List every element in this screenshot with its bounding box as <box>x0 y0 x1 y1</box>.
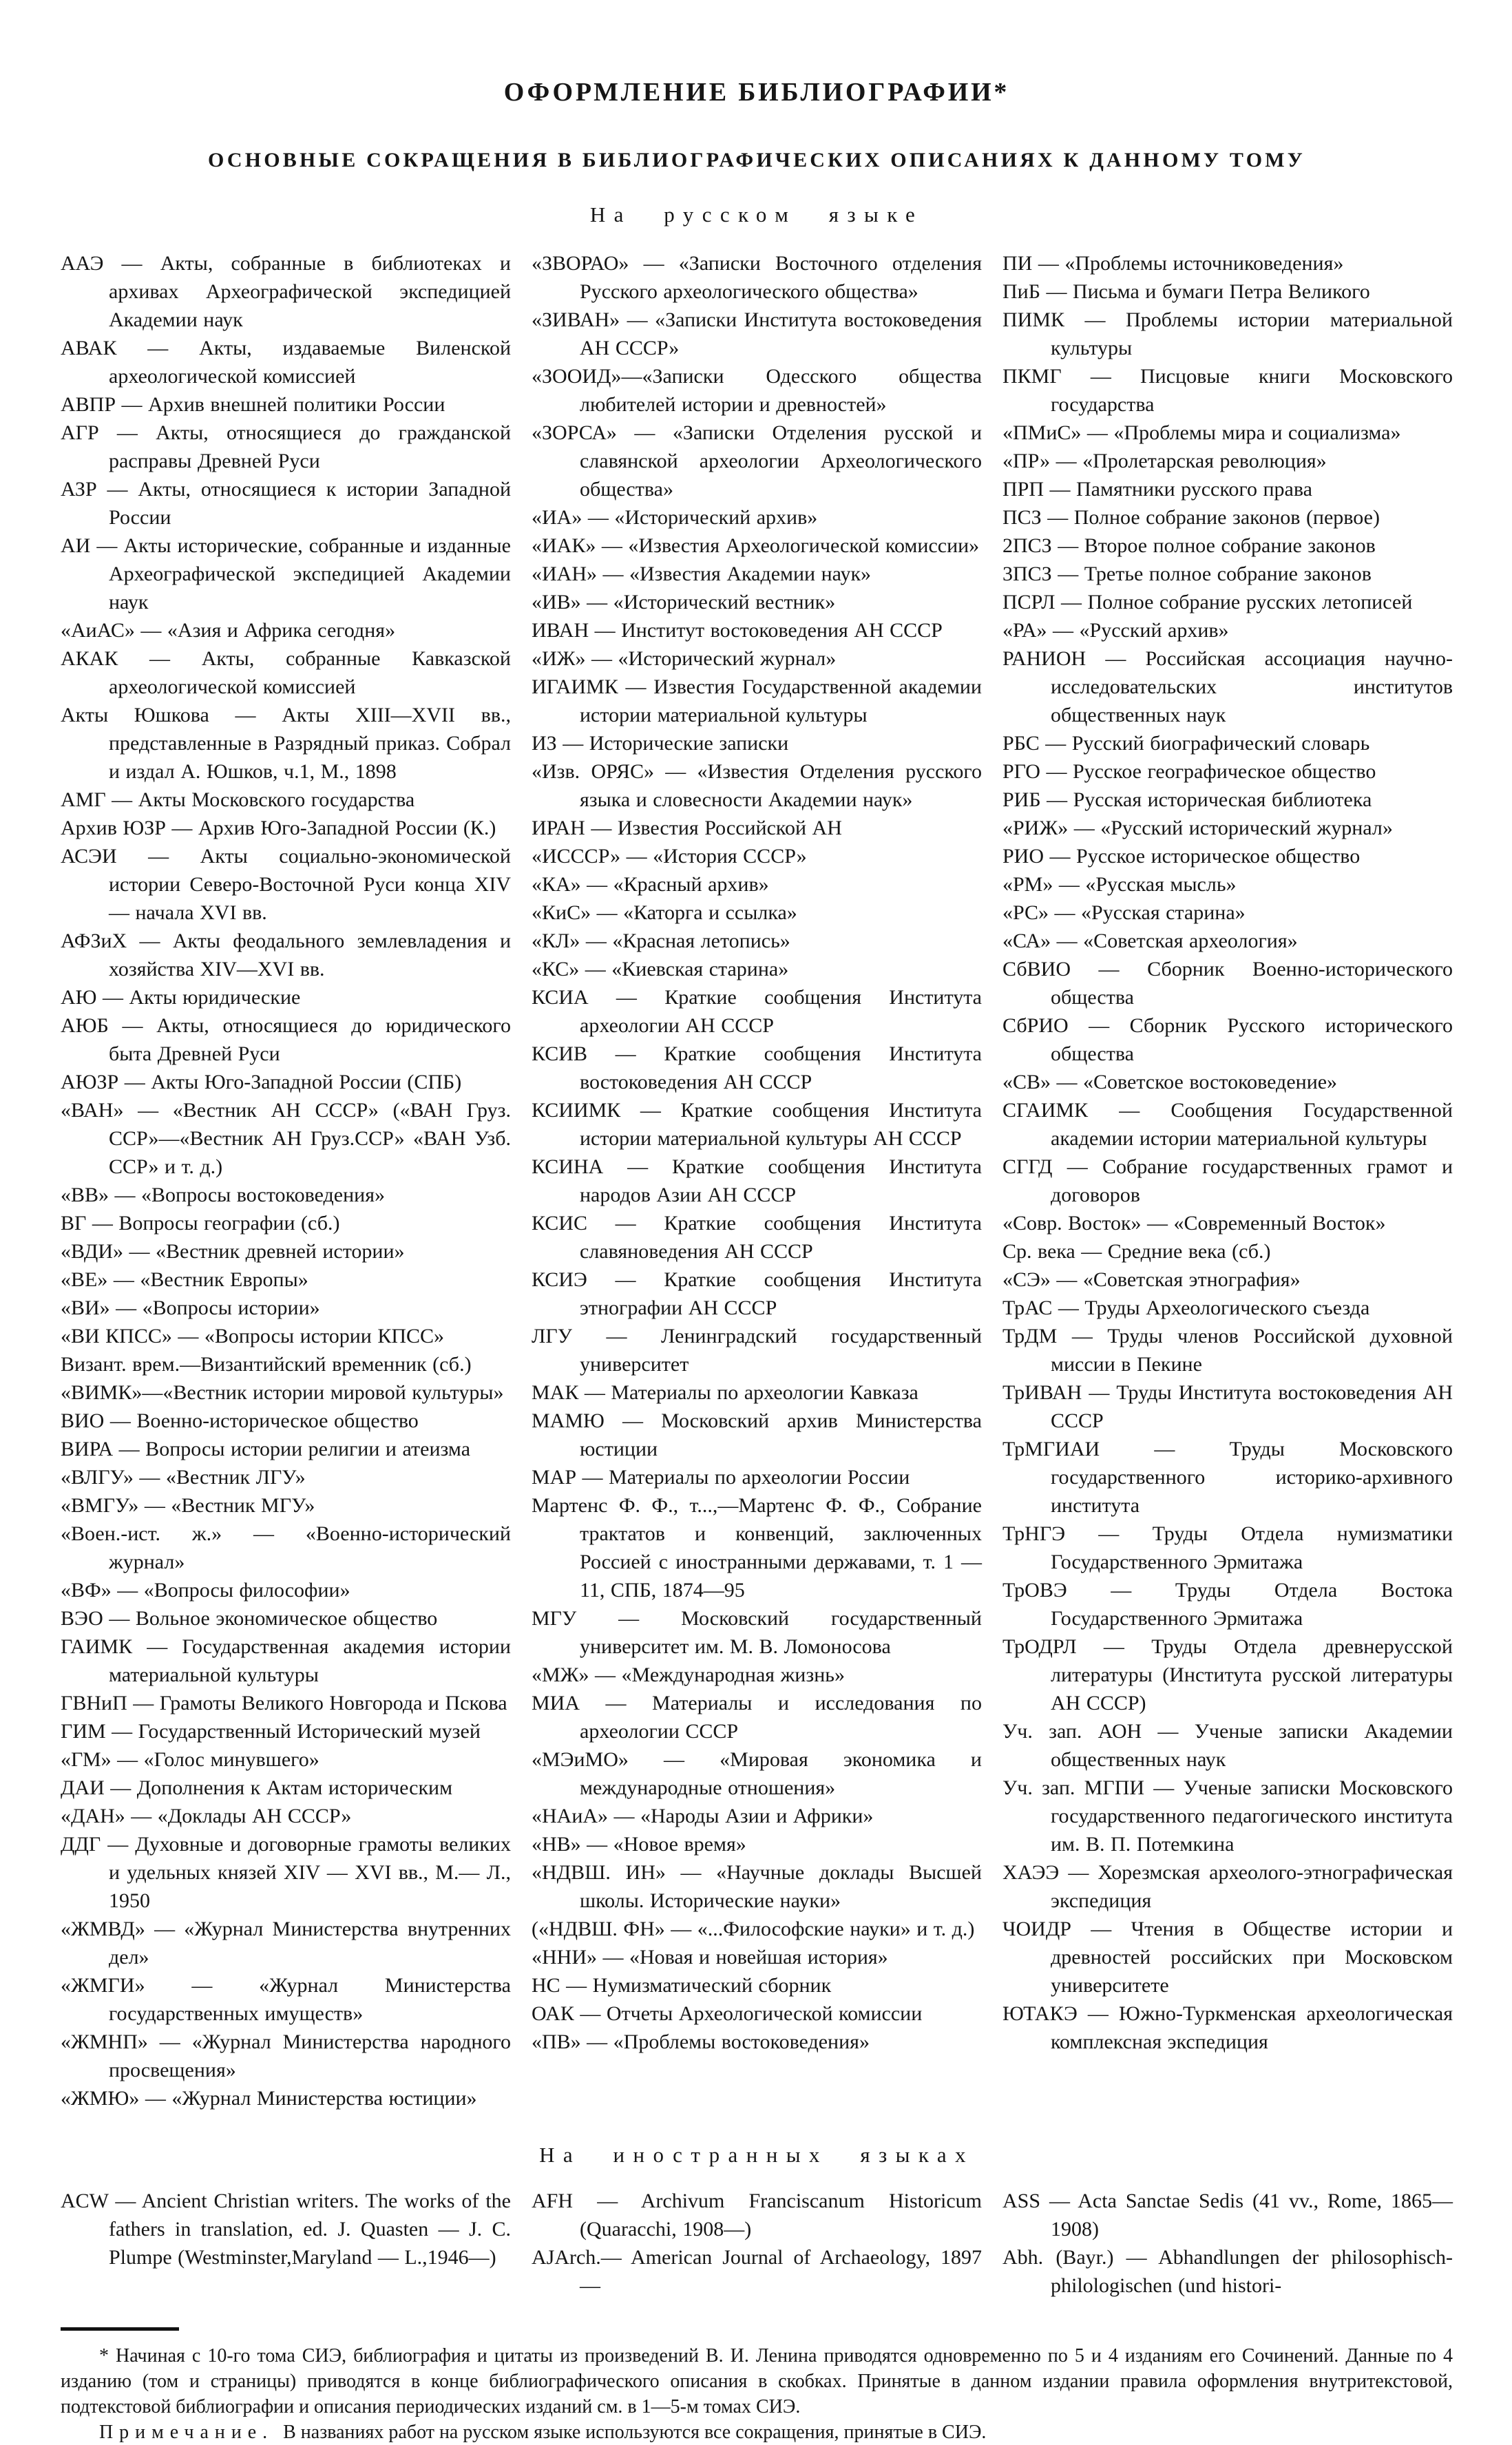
abbrev-entry: ТрОДРЛ — Труды Отдела древнерусской литературы (Института русской литературы АН СССР) <box>1002 1635 1453 1714</box>
abbrev-entry: ДДГ — Духовные и договорные грамоты великих и удельных князей XIV — XVI вв., М.— Л., 1950 <box>61 1833 511 1912</box>
abbrev-entry: Акты Юшкова — Акты XIII—XVII вв., представленные в Разрядный приказ. Собрал и издал А. Юшков, ч.1, М., 1898 <box>61 704 511 783</box>
abbrev-entry: «КА» — «Красный архив» <box>532 873 769 896</box>
abbrev-entry: «ЖМВД» — «Журнал Министерства внутренних дел» <box>61 1918 511 1969</box>
russian-column-3 <box>1002 249 1453 2112</box>
abbrev-entry: ПИМК — Проблемы истории материальной культуры <box>1002 308 1453 359</box>
abbrev-entry: ГИМ — Государственный Исторический музей <box>61 1720 481 1743</box>
abbrev-entry: «ЗВОРАО» — «Записки Восточного отделения Русского археологического общества» <box>532 252 982 303</box>
russian-columns <box>61 249 1453 2112</box>
section-header-russian: На русском языке <box>589 202 924 227</box>
abbrev-entry: «СВ» — «Советское востоковедение» <box>1002 1071 1338 1093</box>
abbrev-entry: 3ПСЗ — Третье полное собрание законов <box>1002 563 1372 585</box>
abbrev-entry: СГАИМК — Сообщения Государственной академии истории материальной культуры <box>1002 1099 1453 1150</box>
foreign-column-3 <box>1002 2187 1453 2300</box>
abbrev-entry: Архив ЮЗР — Архив Юго-Западной России (К.) <box>61 817 496 839</box>
abbrev-entry: «ВВ» — «Вопросы востоковедения» <box>61 1184 385 1206</box>
abbrev-entry: «ИСССР» — «История СССР» <box>532 845 807 868</box>
abbrev-entry: «ИАК» — «Известия Археологической комиссии» <box>532 534 980 557</box>
abbrev-entry: «РС» — «Русская старина» <box>1002 901 1246 924</box>
abbrev-entry: «ВЕ» — «Вестник Европы» <box>61 1268 308 1291</box>
abbrev-entry: Мартенс Ф. Ф., т...,—Мартенс Ф. Ф., Собрание трактатов и конвенций, заключенных Россией с иностранными державами, т. 1 — 11, СПБ, 1874—95 <box>532 1494 982 1602</box>
abbrev-entry: «ВИ» — «Вопросы истории» <box>61 1297 320 1319</box>
abbrev-entry: «РМ» — «Русская мысль» <box>1002 873 1237 896</box>
abbrev-entry: ВГ — Вопросы географии (сб.) <box>61 1212 340 1235</box>
abbrev-entry: ОАК — Отчеты Археологической комиссии <box>532 2002 923 2025</box>
abbrev-entry: («НДВШ. ФН» — «...Философские науки» и т. д.) <box>532 1918 975 1940</box>
abbrev-entry: «ПВ» — «Проблемы востоковедения» <box>532 2030 870 2053</box>
page-subtitle: ОСНОВНЫЕ СОКРАЩЕНИЯ В БИБЛИОГРАФИЧЕСКИХ ОПИСАНИЯХ К ДАННОМУ ТОМУ <box>207 149 1306 171</box>
abbrev-entry: МГУ — Московский государственный университет им. М. В. Ломоносова <box>532 1607 982 1658</box>
abbrev-entry: МАР — Материалы по археологии России <box>532 1466 910 1489</box>
abbrev-entry: «МЭиМО» — «Мировая экономика и международные отношения» <box>532 1748 982 1799</box>
abbrev-entry: «КС» — «Киевская старина» <box>532 958 789 980</box>
abbrev-entry: Визант. врем.—Византийский временник (сб.) <box>61 1353 472 1376</box>
abbrev-entry: «НАиА» — «Народы Азии и Африки» <box>532 1805 874 1827</box>
abbrev-entry: ТрАС — Труды Археологического съезда <box>1002 1297 1370 1319</box>
abbrev-entry: ДАИ — Дополнения к Актам историческим <box>61 1776 453 1799</box>
abbrev-entry: ЧОИДР — Чтения в Обществе истории и древностей российских при Московском университете <box>1002 1918 1453 1997</box>
abbrev-entry: «КЛ» — «Красная летопись» <box>532 930 790 952</box>
abbrev-entry: «НВ» — «Новое время» <box>532 1833 746 1856</box>
abbrev-entry: ТрИВАН — Труды Института востоковедения АН СССР <box>1002 1381 1453 1432</box>
abbrev-entry: МИА — Материалы и исследования по археологии СССР <box>532 1692 982 1743</box>
abbrev-entry: АЗР — Акты, относящиеся к истории Западной России <box>61 478 511 529</box>
abbrev-entry: АГР — Акты, относящиеся до гражданской расправы Древней Руси <box>61 421 511 472</box>
abbrev-entry: ТрДМ — Труды членов Российской духовной миссии в Пекине <box>1002 1325 1453 1376</box>
abbrev-entry: АСЭИ — Акты социально-экономической истории Северо-Восточной Руси конца XIV — начала XVI вв. <box>61 845 511 924</box>
page-title: ОФОРМЛЕНИЕ БИБЛИОГРАФИИ* <box>503 78 1010 107</box>
abbrev-entry: КСИА — Краткие сообщения Института археологии АН СССР <box>532 986 982 1037</box>
abbrev-entry: АМГ — Акты Московского государства <box>61 788 415 811</box>
abbrev-entry: ТрОВЭ — Труды Отдела Востока Государственного Эрмитажа <box>1002 1579 1453 1630</box>
abbrev-entry: РБС — Русский биографический словарь <box>1002 732 1370 755</box>
abbrev-entry: ВЭО — Вольное экономическое общество <box>61 1607 438 1630</box>
abbrev-entry: ВИРА — Вопросы истории религии и атеизма <box>61 1438 471 1460</box>
russian-column-2 <box>532 249 982 2112</box>
abbrev-entry: ПСРЛ — Полное собрание русских летописей <box>1002 591 1413 613</box>
abbrev-entry: ИРАН — Известия Российской АН <box>532 817 842 839</box>
abbrev-entry: «ВЛГУ» — «Вестник ЛГУ» <box>61 1466 306 1489</box>
abbrev-entry: ИГАИМК — Известия Государственной академии истории материальной культуры <box>532 675 982 726</box>
abbrev-entry: «АиАС» — «Азия и Африка сегодня» <box>61 619 396 642</box>
abbrev-entry: «ДАН» — «Доклады АН СССР» <box>61 1805 352 1827</box>
footnote-note <box>61 2420 1453 2445</box>
abbrev-entry: СГГД — Собрание государственных грамот и договоров <box>1002 1155 1453 1206</box>
abbrev-entry: «ВАН» — «Вестник АН СССР» («ВАН Груз. ССР»—«Вестник АН Груз.ССР» «ВАН Узб. ССР» и т. д.) <box>61 1099 511 1178</box>
abbrev-entry: ВИО — Военно-историческое общество <box>61 1409 419 1432</box>
abbrev-entry: «ПР» — «Пролетарская революция» <box>1002 450 1327 472</box>
abbrev-entry: 2ПСЗ — Второе полное собрание законов <box>1002 534 1376 557</box>
abbrev-entry: «ИА» — «Исторический архив» <box>532 506 818 529</box>
abbrev-entry: КСИЭ — Краткие сообщения Института этнографии АН СССР <box>532 1268 982 1319</box>
abbrev-entry: ACW — Ancient Christian writers. The works of the fathers in translation, ed. J. Quasten — J. C. Plumpe (Westminster,Maryland — L.,1946—) <box>61 2190 511 2269</box>
abbrev-entry: «ЗОРСА» — «Записки Отделения русской и славянской археологии Археологического общества» <box>532 421 982 501</box>
abbrev-entry: ASS — Acta Sanctae Sedis (41 vv., Rome, 1865—1908) <box>1002 2190 1453 2241</box>
abbrev-entry: «Совр. Восток» — «Современный Восток» <box>1002 1212 1386 1235</box>
abbrev-entry: AFH — Archivum Franciscanum Historicum (Quaracchi, 1908—) <box>532 2190 982 2241</box>
abbrev-entry: «ЖМНП» — «Журнал Министерства народного просвещения» <box>61 2030 511 2081</box>
abbrev-entry: «ИАН» — «Известия Академии наук» <box>532 563 872 585</box>
abbrev-entry: AJArch.— American Journal of Archaeology, 1897 — <box>532 2246 982 2297</box>
abbrev-entry: ЮТАКЭ — Южно-Туркменская археологическая комплексная экспедиция <box>1002 2002 1453 2053</box>
abbrev-entry: «ННИ» — «Новая и новейшая история» <box>532 1946 888 1969</box>
abbrev-entry: АВАК — Акты, издаваемые Виленской археологической комиссией <box>61 337 511 388</box>
abbrev-entry: Abh. (Bayr.) — Abhandlungen der philosophisch-philologischen (und histori- <box>1002 2246 1453 2297</box>
foreign-column-1 <box>61 2187 511 2300</box>
abbrev-entry: ИВАН — Институт востоковедения АН СССР <box>532 619 943 642</box>
abbrev-entry: АЮБ — Акты, относящиеся до юридического быта Древней Руси <box>61 1014 511 1065</box>
abbrev-entry: «РИЖ» — «Русский исторический журнал» <box>1002 817 1393 839</box>
abbrev-entry: «ЗООИД»—«Записки Одесского общества любителей истории и древностей» <box>532 365 982 416</box>
abbrev-entry: АЮЗР — Акты Юго-Западной России (СПБ) <box>61 1071 462 1093</box>
abbrev-entry: АФЗиХ — Акты феодального землевладения и хозяйства XIV—XVI вв. <box>61 930 511 980</box>
foreign-columns <box>61 2187 1453 2300</box>
abbrev-entry: ПиБ — Письма и бумаги Петра Великого <box>1002 280 1370 303</box>
abbrev-entry: ХАЭЭ — Хорезмская археолого-этнографическая экспедиция <box>1002 1861 1453 1912</box>
abbrev-entry: ПРП — Памятники русского права <box>1002 478 1312 501</box>
abbrev-entry: «Воен.-ист. ж.» — «Военно-исторический журнал» <box>61 1522 511 1573</box>
section-header-foreign: На иностранных языках <box>539 2143 974 2167</box>
abbrev-entry: «НДВШ. ИН» — «Научные доклады Высшей школы. Исторические науки» <box>532 1861 982 1912</box>
abbrev-entry: «ИВ» — «Исторический вестник» <box>532 591 836 613</box>
footnote-divider <box>61 2327 179 2331</box>
abbrev-entry: Ср. века — Средние века (сб.) <box>1002 1240 1271 1263</box>
abbrev-entry: МАК — Материалы по археологии Кавказа <box>532 1381 918 1404</box>
abbrev-entry: ПИ — «Проблемы источниковедения» <box>1002 252 1344 275</box>
abbrev-entry: ГВНиП — Грамоты Великого Новгорода и Пскова <box>61 1692 507 1714</box>
footnote-paragraph: * Начиная с 10-го тома СИЭ, библиография и цитаты из произведений В. И. Ленина приводятся одновременно по 5 и 4 изданиям его Сочинений. Данные по 4 изданию (том и страницы) приводятся в конце библиографического описания в скобках. Принятые в данном издании правила оформления внутритекстовой, подтекстовой библиографии и описания периодических изданий см. в 1—5-м томах СИЭ. <box>61 2345 1453 2417</box>
abbrev-entry: КСИВ — Краткие сообщения Института востоковедения АН СССР <box>532 1042 982 1093</box>
abbrev-entry: «ЗИВАН» — «Записки Института востоковедения АН СССР» <box>532 308 982 359</box>
abbrev-entry: ААЭ — Акты, собранные в библиотеках и архивах Археографической экспедицией Академии наук <box>61 252 511 331</box>
abbrev-entry: АКАК — Акты, собранные Кавказской археологической комиссией <box>61 647 511 698</box>
abbrev-entry: РАНИОН — Российская ассоциация научно-исследовательских институтов общественных наук <box>1002 647 1453 726</box>
abbrev-entry: «СЭ» — «Советская этнография» <box>1002 1268 1301 1291</box>
abbrev-entry: ПСЗ — Полное собрание законов (первое) <box>1002 506 1380 529</box>
footnote-note-text: В названиях работ на русском языке используются все сокращения, принятые в СИЭ. <box>283 2422 987 2443</box>
abbrev-entry: «ЖМГИ» — «Журнал Министерства государственных имуществ» <box>61 1974 511 2025</box>
abbrev-entry: «РА» — «Русский архив» <box>1002 619 1229 642</box>
abbrev-entry: «ВИ КПСС» — «Вопросы истории КПСС» <box>61 1325 445 1347</box>
abbrev-entry: СбРИО — Сборник Русского исторического общества <box>1002 1014 1453 1065</box>
abbrev-entry: «ВМГУ» — «Вестник МГУ» <box>61 1494 315 1517</box>
abbrev-entry: ГАИМК — Государственная академия истории материальной культуры <box>61 1635 511 1686</box>
foreign-column-2 <box>532 2187 982 2300</box>
abbrev-entry: «ПМиС» — «Проблемы мира и социализма» <box>1002 421 1401 444</box>
abbrev-entry: НС — Нумизматический сборник <box>532 1974 832 1997</box>
abbrev-entry: ТрНГЭ — Труды Отдела нумизматики Государственного Эрмитажа <box>1002 1522 1453 1573</box>
abbrev-entry: «ЖМЮ» — «Журнал Министерства юстиции» <box>61 2087 477 2110</box>
abbrev-entry: АВПР — Архив внешней политики России <box>61 393 445 416</box>
abbrev-entry: «ВИМК»—«Вестник истории мировой культуры» <box>61 1381 504 1404</box>
abbrev-entry: ПКМГ — Писцовые книги Московского государства <box>1002 365 1453 416</box>
abbrev-entry: МАМЮ — Московский архив Министерства юстиции <box>532 1409 982 1460</box>
footnote-note-label: Примечание. <box>99 2422 274 2443</box>
footnote <box>61 2343 1453 2445</box>
abbrev-entry: «ИЖ» — «Исторический журнал» <box>532 647 837 670</box>
abbrev-entry: СбВИО — Сборник Военно-исторического общества <box>1002 958 1453 1009</box>
abbrev-entry: РИБ — Русская историческая библиотека <box>1002 788 1372 811</box>
abbrev-entry: «ВФ» — «Вопросы философии» <box>61 1579 350 1602</box>
abbrev-entry: ТрМГИАИ — Труды Московского государственного историко-архивного института <box>1002 1438 1453 1517</box>
abbrev-entry: «МЖ» — «Международная жизнь» <box>532 1664 845 1686</box>
abbrev-entry: КСИНА — Краткие сообщения Института народов Азии АН СССР <box>532 1155 982 1206</box>
abbrev-entry: РИО — Русское историческое общество <box>1002 845 1361 868</box>
abbrev-entry: КСИС — Краткие сообщения Института славяноведения АН СССР <box>532 1212 982 1263</box>
russian-column-1 <box>61 249 511 2112</box>
abbrev-entry: АЮ — Акты юридические <box>61 986 301 1009</box>
abbrev-entry: КСИИМК — Краткие сообщения Института истории материальной культуры АН СССР <box>532 1099 982 1150</box>
abbrev-entry: «Изв. ОРЯС» — «Известия Отделения русского языка и словесности Академии наук» <box>532 760 982 811</box>
abbrev-entry: «СА» — «Советская археология» <box>1002 930 1298 952</box>
abbrev-entry: «КиС» — «Каторга и ссылка» <box>532 901 797 924</box>
abbrev-entry: «ГМ» — «Голос минувшего» <box>61 1748 319 1771</box>
abbrev-entry: «ВДИ» — «Вестник древней истории» <box>61 1240 405 1263</box>
abbrev-entry: АИ — Акты исторические, собранные и изданные Археографической экспедицией Академии наук <box>61 534 511 613</box>
abbrev-entry: Уч. зап. АОН — Ученые записки Академии общественных наук <box>1002 1720 1453 1771</box>
abbrev-entry: Уч. зап. МГПИ — Ученые записки Московского государственного педагогического института им. В. П. Потемкина <box>1002 1776 1453 1856</box>
abbrev-entry: ИЗ — Исторические записки <box>532 732 789 755</box>
abbrev-entry: РГО — Русское географическое общество <box>1002 760 1376 783</box>
abbrev-entry: ЛГУ — Ленинградский государственный университет <box>532 1325 982 1376</box>
